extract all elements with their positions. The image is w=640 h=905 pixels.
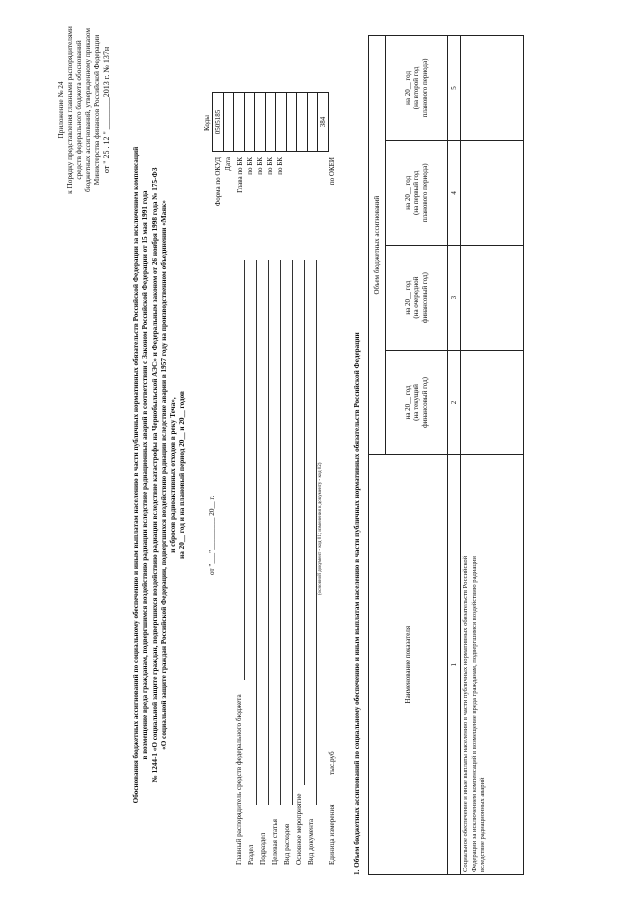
row-label-line: Федерации за исключением компенсаций в возмещение вреда гражданам, подвергшимся воздействию радиации bbox=[470, 556, 478, 872]
field-main-event: Основное мероприятие bbox=[295, 793, 303, 865]
field-doc-type: Вид документа bbox=[307, 818, 315, 865]
codes-table bbox=[212, 92, 329, 152]
table-cell bbox=[461, 140, 524, 245]
codes-label: по БК bbox=[246, 157, 254, 175]
col-header-line: планового периода) bbox=[420, 163, 429, 223]
document-title bbox=[132, 85, 188, 865]
col-number: 3 bbox=[448, 245, 461, 350]
col-header-year bbox=[386, 350, 448, 455]
document-date: от "___"_________ 20__ г. bbox=[208, 495, 216, 575]
col-number: 4 bbox=[448, 140, 461, 245]
code-cell bbox=[286, 93, 297, 152]
field-main-manager: Главный распорядитель средств федерального бюджета bbox=[235, 694, 243, 865]
code-cell bbox=[276, 93, 287, 152]
title-line: на 20__ год и на плановый период 20__ и 20__ годов bbox=[178, 391, 187, 559]
col-header-line: на 20__ год bbox=[403, 280, 412, 315]
field-section: Раздел bbox=[247, 844, 255, 865]
title-line: № 1244-1 «О социальной защите граждан, подвергшихся воздействию радиации вследствие катастрофы на Чернобыльской АЭС» и Федеральным законом от 26 ноября 1998 года № 175-ФЗ bbox=[150, 167, 159, 783]
appendix-line: бюджетных ассигнований, утвержденному приказом bbox=[83, 28, 92, 192]
col-header-line: финансовый год) bbox=[420, 377, 429, 428]
okei-label: по ОКЕИ bbox=[328, 157, 336, 186]
doc-type-note: (основной документ - код 01; изменения к документу - код 02) bbox=[318, 462, 323, 595]
code-cell bbox=[307, 93, 318, 152]
field-line bbox=[280, 260, 281, 805]
codes-label: Глава по БК bbox=[236, 157, 244, 193]
field-line bbox=[268, 260, 269, 805]
field-line bbox=[256, 260, 257, 805]
title-line: в возмещение вреда гражданам, подвергшимся воздействию радиации вследствие радиационных аварий в соответствии с Законом Российской Федерации от 15 мая 1991 года bbox=[141, 190, 150, 760]
col-header-line: на 20__ год bbox=[403, 70, 412, 105]
col-header-line: (на второй год bbox=[412, 66, 421, 110]
allocations-table bbox=[368, 35, 524, 875]
col-number: 1 bbox=[448, 455, 461, 875]
col-header-line: планового периода) bbox=[420, 58, 429, 118]
field-line bbox=[304, 260, 305, 785]
col-header-year bbox=[386, 245, 448, 350]
col-header-line: на 20__ год bbox=[403, 175, 412, 210]
code-cell: 384 bbox=[318, 93, 329, 152]
table-row-label bbox=[461, 455, 524, 875]
row-label-line: вследствие радиационных аварий bbox=[479, 777, 486, 872]
table-cell bbox=[461, 245, 524, 350]
col-number: 5 bbox=[448, 36, 461, 141]
field-subsection: Подраздел bbox=[259, 832, 267, 865]
col-header-line: (на первый год bbox=[412, 170, 421, 215]
col-number: 2 bbox=[448, 350, 461, 455]
title-line: и сбросов радиоактивных отходов в реку Теча», bbox=[169, 397, 178, 553]
appendix-line: Министерства финансов Российской Федерации bbox=[92, 34, 101, 186]
codes-label: по БК bbox=[256, 157, 264, 175]
unit-label: Единица измерения bbox=[328, 804, 336, 865]
section-heading: 1. Объем бюджетных ассигнований по социальному обеспечению и иным выплатам населению в части публичных нормативных обязательств Российской Федерации bbox=[353, 332, 361, 875]
appendix-line: к Порядку представления главными распорядителями bbox=[65, 26, 74, 194]
code-cell bbox=[255, 93, 266, 152]
appendix-date: от " 25 . 12 " ________2013 г. № 137н bbox=[102, 46, 111, 174]
codes-header: Коды bbox=[203, 115, 211, 131]
code-cell bbox=[223, 93, 234, 152]
col-header-line: (на очередной bbox=[412, 276, 421, 319]
col-header-line: (на текущий bbox=[412, 384, 421, 421]
appendix-block bbox=[56, 15, 111, 205]
col-header-year bbox=[386, 140, 448, 245]
codes-label: Форма по ОКУД bbox=[214, 157, 222, 207]
col-header-year bbox=[386, 36, 448, 141]
col-header-name: Наименование показателя bbox=[369, 455, 448, 875]
field-line bbox=[244, 260, 245, 680]
title-line: Обоснования бюджетных ассигнований по социальному обеспечению и иным выплатам населению в части публичных нормативных обязательств Российской Федерации за исключением компенсаций bbox=[132, 146, 140, 804]
appendix-line: средств федерального бюджета обоснований bbox=[74, 40, 83, 180]
field-expense-type: Вид расходов bbox=[283, 823, 291, 865]
appendix-line: Приложение № 24 bbox=[56, 81, 65, 139]
row-label-line: Социальное обеспечение и иные выплаты населению в части публичных нормативных обязательств Российской bbox=[462, 555, 469, 872]
field-line bbox=[292, 260, 293, 805]
codes-label: по БК bbox=[266, 157, 274, 175]
field-target-article: Целевая статья bbox=[271, 819, 279, 865]
codes-label: по БК bbox=[276, 157, 284, 175]
col-header-line: финансовый год) bbox=[420, 272, 429, 324]
unit-value: тыс.руб bbox=[328, 751, 336, 775]
table-cell bbox=[461, 36, 524, 141]
field-line bbox=[316, 260, 317, 805]
code-cell bbox=[265, 93, 276, 152]
codes-label: Дата bbox=[224, 157, 232, 171]
col-header-line: на 20__ год bbox=[403, 385, 412, 420]
col-group-header: Объем бюджетных ассигнований bbox=[369, 36, 386, 455]
code-cell bbox=[244, 93, 255, 152]
code-cell bbox=[234, 93, 245, 152]
title-line: «О социальной защите граждан Российской Федерации, подвергшихся воздействию радиации вследствие аварии в 1957 году на производственном объединении «Маяк» bbox=[159, 200, 168, 750]
code-cell: 0505185 bbox=[213, 93, 224, 152]
code-cell bbox=[297, 93, 308, 152]
table-cell bbox=[461, 350, 524, 455]
